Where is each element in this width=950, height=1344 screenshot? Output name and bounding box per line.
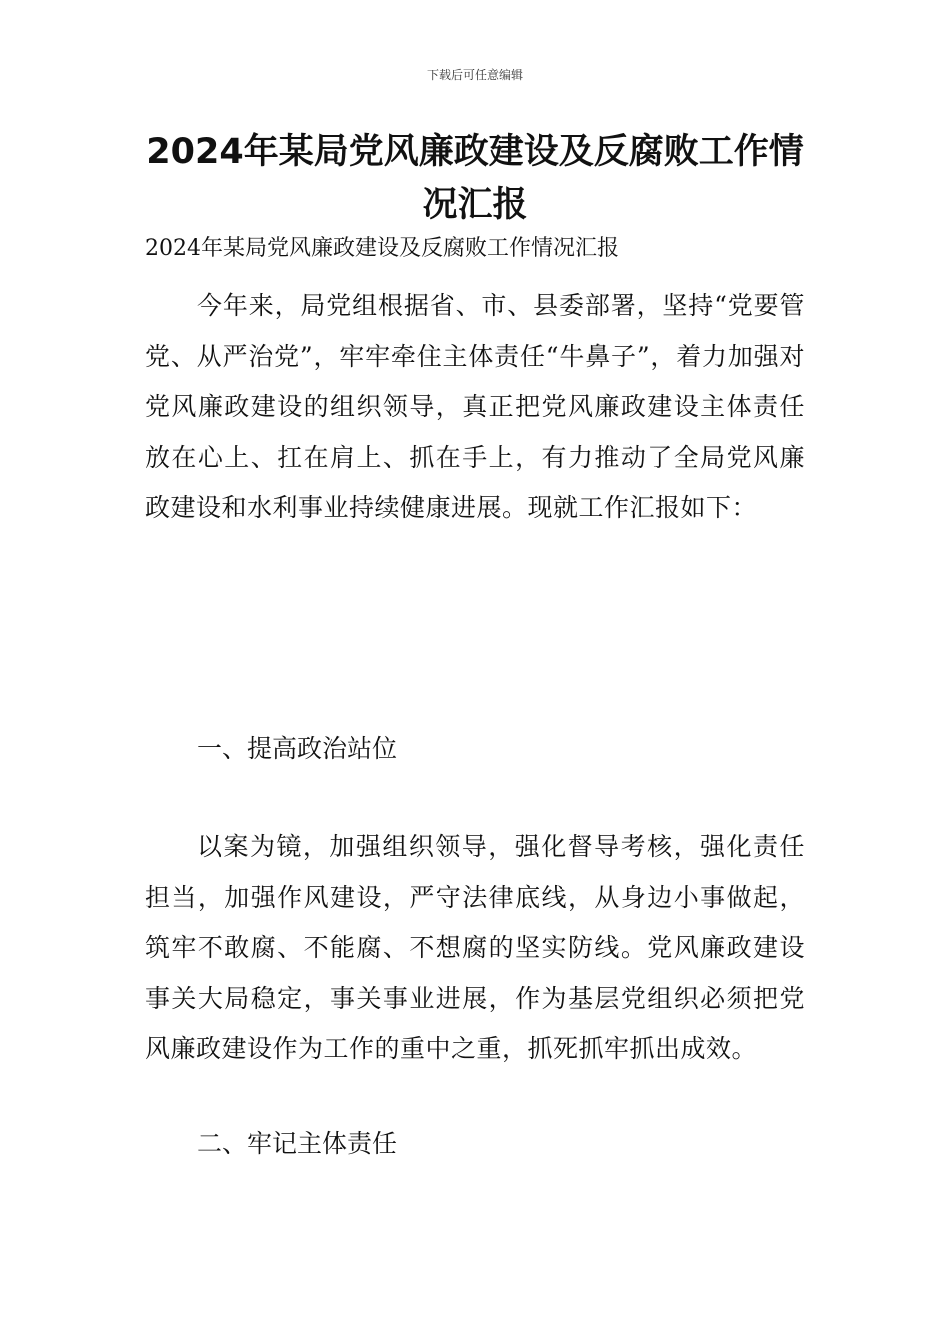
intro-paragraph: 今年来，局党组根据省、市、县委部署，坚持“党要管党、从严治党”，牢牢牵住主体责任“牛鼻子”，着力加强对党风廉政建设的组织领导，真正把党风廉政建设主体责任放在心上、扛在肩上、抓在手上，有力推动了全局党风廉政建设和水利事业持续健康进展。现就工作汇报如下： bbox=[145, 291, 805, 522]
section-body-1: 以案为镜，加强组织领导，强化督导考核，强化责任担当，加强作风建设，严守法律底线，从身边小事做起，筑牢不敢腐、不能腐、不想腐的坚实防线。党风廉政建设事关大局稳定，事关事业进展，作为基层党组织必须把党风廉政建设作为工作的重中之重，抓死抓牢抓出成效。 bbox=[145, 832, 805, 1063]
section-heading-1: 一、提高政治站位 bbox=[197, 734, 398, 763]
header-note: 下载后可任意编辑 bbox=[426, 68, 523, 82]
section-heading-2: 二、牢记主体责任 bbox=[197, 1129, 398, 1158]
document-subtitle: 2024年某局党风廉政建设及反腐败工作情况汇报 bbox=[145, 236, 619, 261]
document-title: 2024年某局党风廉政建设及反腐败工作情况汇报 bbox=[146, 132, 804, 225]
